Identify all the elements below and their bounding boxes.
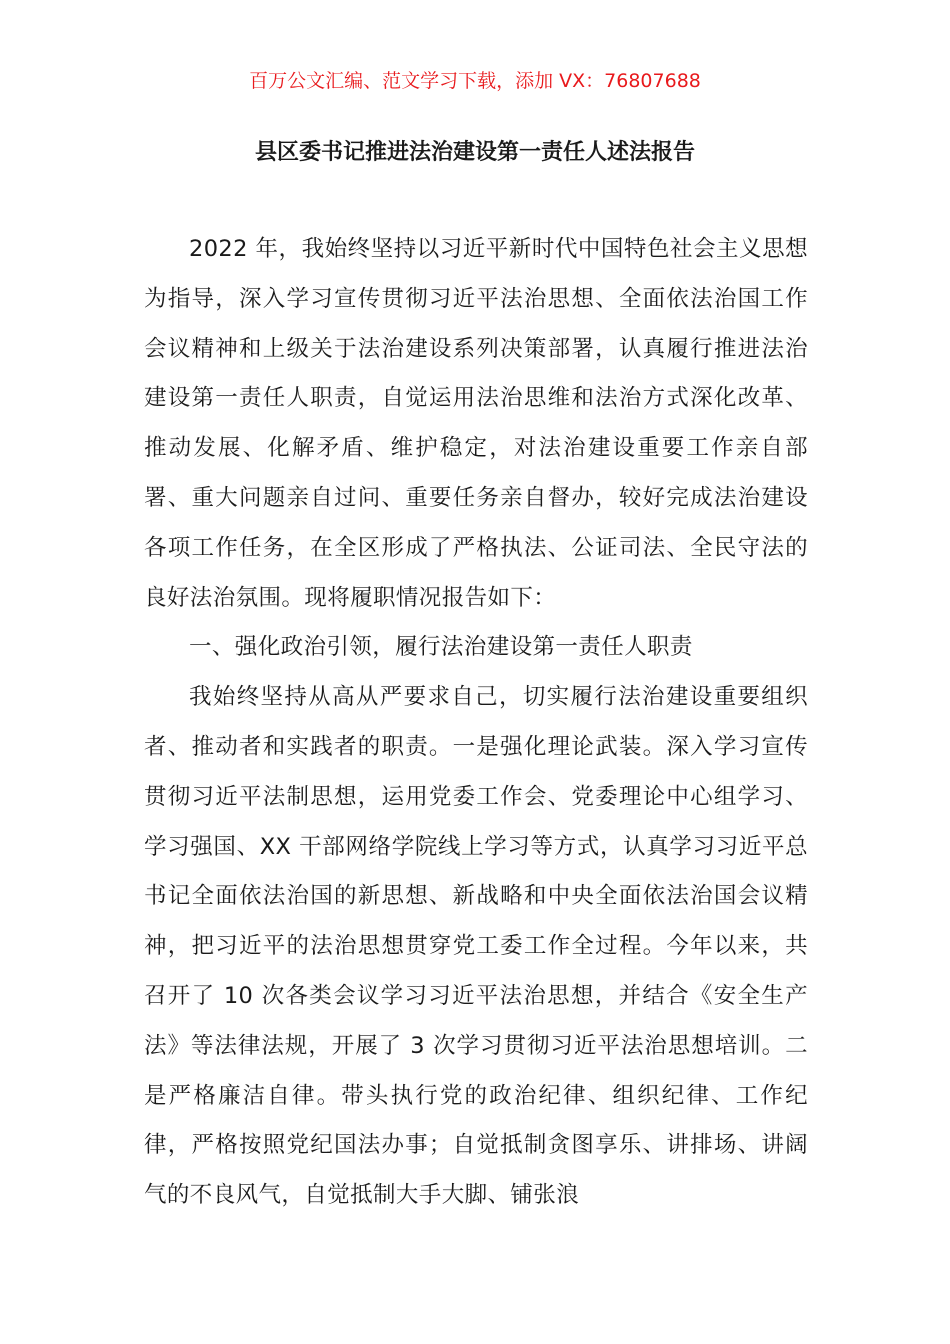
document-title: 县区委书记推进法治建设第一责任人述法报告: [254, 140, 695, 165]
header-banner: 百万公文汇编、范文学习下载，添加 VX：76807688: [249, 70, 701, 92]
intro-paragraph: 2022 年，我始终坚持以习近平新时代中国特色社会主义思想为指导，深入学习宣传贯彻习近平法治思想、全面依法治国工作会议精神和上级关于法治建设系列决策部署，认真履行推进法治建设第一责任人职责，自觉运用法治思维和法治方式深化改革、推动发展、化解矛盾、维护稳定，对法治建设重要工作亲自部署、重大问题亲自过问、重要任务亲自督办，较好完成法治建设各项工作任务，在全区形成了严格执法、公证司法、全民守法的良好法治氛围。现将履职情况报告如下：: [144, 236, 808, 611]
section-heading: 一、强化政治引领，履行法治建设第一责任人职责: [189, 634, 693, 661]
document-body: [144, 225, 808, 1221]
body-paragraph: 我始终坚持从高从严要求自己，切实履行法治建设重要组织者、推动者和实践者的职责。一是强化理论武装。深入学习宣传贯彻习近平法制思想，运用党委工作会、党委理论中心组学习、学习强国、XX 干部网络学院线上学习等方式，认真学习习近平总书记全面依法治国的新思想、新战略和中央全面依法治国会议精神，把习近平的法治思想贯穿党工委工作全过程。今年以来，共召开了 10 次各类会议学习习近平法治思想，并结合《安全生产法》等法律法规，开展了 3 次学习贯彻习近平法治思想培训。二是严格廉洁自律。带头执行党的政治纪律、组织纪律、工作纪律，严格按照党纪国法办事；自觉抵制贪图享乐、讲排场、讲阔气的不良风气，自觉抵制大手大脚、铺张浪: [144, 684, 808, 1209]
